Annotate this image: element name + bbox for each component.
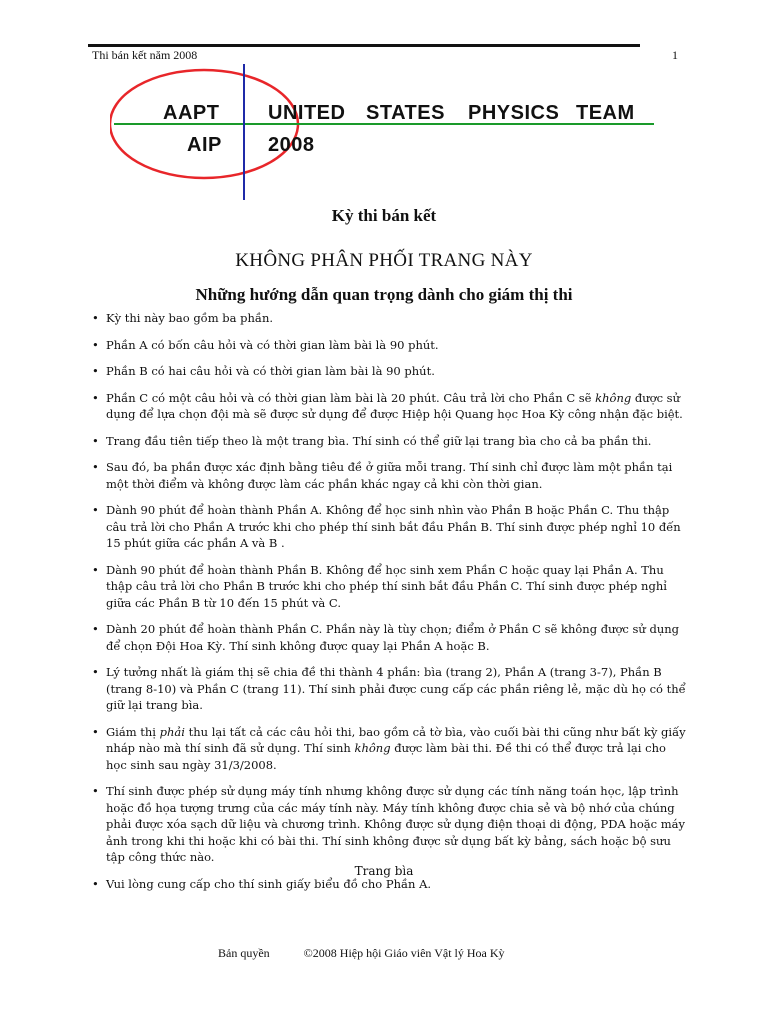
running-header: Thi bán kết năm 2008 bbox=[92, 48, 198, 62]
logo-states: STATES bbox=[366, 102, 445, 124]
list-item: • Lý tưởng nhất là giám thị sẽ chia đề thi thành 4 phần: bìa (trang 2), Phần A (trang 3-7), Phần B (trang 8-10) và Phần C (trang 11). Thí sinh phải được cung cấp các phần riêng lẻ, mặc dù họ có thể giữ lại trang bìa. bbox=[92, 664, 688, 714]
instructions-heading: Những hướng dẫn quan trọng dành cho giám thị thi bbox=[195, 285, 573, 304]
logo-team: TEAM bbox=[576, 102, 635, 124]
list-item: • Dành 90 phút để hoàn thành Phần A. Không để học sinh nhìn vào Phần B hoặc Phần C. Thu thập câu trả lời cho Phần A trước khi cho phép thí sinh bắt đầu Phần B. Thí sinh được phép nghỉ 10 đến 15 phút giữa các phần A và B . bbox=[92, 502, 688, 552]
list-item: • Vui lòng cung cấp cho thí sinh giấy biểu đồ cho Phần A. bbox=[92, 876, 688, 893]
cover-label: Trang bìa bbox=[354, 864, 414, 878]
list-item: • Giám thị phải thu lại tất cả các câu hỏi thi, bao gồm cả tờ bìa, vào cuối bài thi cũng như bất kỳ giấy nháp nào mà thí sinh đã sử dụng. Thí sinh không được làm bài thi. Đề thi có thể được trả lại cho học sinh sau ngày 31/3/2008. bbox=[92, 724, 688, 774]
list-item: • Phần A có bốn câu hỏi và có thời gian làm bài là 90 phút. bbox=[92, 337, 688, 354]
logo-year: 2008 bbox=[268, 134, 315, 156]
instruction-list bbox=[92, 310, 688, 902]
logo-graphic bbox=[110, 62, 670, 202]
header-rule bbox=[88, 44, 640, 47]
footer-label: Bản quyền bbox=[218, 946, 270, 960]
list-item: • Sau đó, ba phần được xác định bằng tiêu đề ở giữa mỗi trang. Thí sinh chỉ được làm một phần tại một thời điểm và không được làm các phần khác ngay cả khi còn thời gian. bbox=[92, 459, 688, 492]
distribution-notice: KHÔNG PHÂN PHỐI TRANG NÀY bbox=[235, 250, 533, 271]
logo-aapt: AAPT bbox=[163, 102, 220, 124]
footer-copyright: ©2008 Hiệp hội Giáo viên Vật lý Hoa Kỳ bbox=[303, 946, 505, 960]
list-item: • Trang đầu tiên tiếp theo là một trang bìa. Thí sinh có thể giữ lại trang bìa cho cả ba phần thi. bbox=[92, 433, 688, 450]
page-number: 1 bbox=[672, 48, 678, 62]
list-item: • Phần C có một câu hỏi và có thời gian làm bài là 20 phút. Câu trả lời cho Phần C sẽ không được sử dụng để lựa chọn đội mà sẽ được sử dụng để được Hiệp hội Quang học Hoa Kỳ công nhận đặc biệt. bbox=[92, 390, 688, 423]
footer bbox=[218, 946, 505, 961]
list-item: • Kỳ thi này bao gồm ba phần. bbox=[92, 310, 688, 327]
exam-subtitle: Kỳ thi bán kết bbox=[331, 206, 437, 225]
logo-aip: AIP bbox=[187, 134, 222, 156]
logo-united: UNITED bbox=[268, 102, 346, 124]
list-item: • Phần B có hai câu hỏi và có thời gian làm bài là 90 phút. bbox=[92, 363, 688, 380]
usapt-logo bbox=[110, 62, 670, 202]
logo-physics: PHYSICS bbox=[468, 102, 560, 124]
list-item: • Thí sinh được phép sử dụng máy tính nhưng không được sử dụng các tính năng toán học, lập trình hoặc đồ họa tượng trưng của các máy tính này. Máy tính không được chia sẻ và bộ nhớ của chúng phải được xóa sạch dữ liệu và chương trình. Không được sử dụng điện thoại di động, PDA hoặc máy ảnh trong khi thi hoặc khi có bài thi. Thí sinh không được sử dụng bất kỳ bảng, sách hoặc bộ sưu tập công thức nào. bbox=[92, 783, 688, 866]
list-item: • Dành 90 phút để hoàn thành Phần B. Không để học sinh xem Phần C hoặc quay lại Phần A. Thu thập câu trả lời cho Phần B trước khi cho phép thí sinh bắt đầu Phần C. Thí sinh được phép nghỉ giữa các Phần B từ 10 đến 15 phút và C. bbox=[92, 562, 688, 612]
list-item: • Dành 20 phút để hoàn thành Phần C. Phần này là tùy chọn; điểm ở Phần C sẽ không được sử dụng để chọn Đội Hoa Kỳ. Thí sinh không được quay lại Phần A hoặc B. bbox=[92, 621, 688, 654]
